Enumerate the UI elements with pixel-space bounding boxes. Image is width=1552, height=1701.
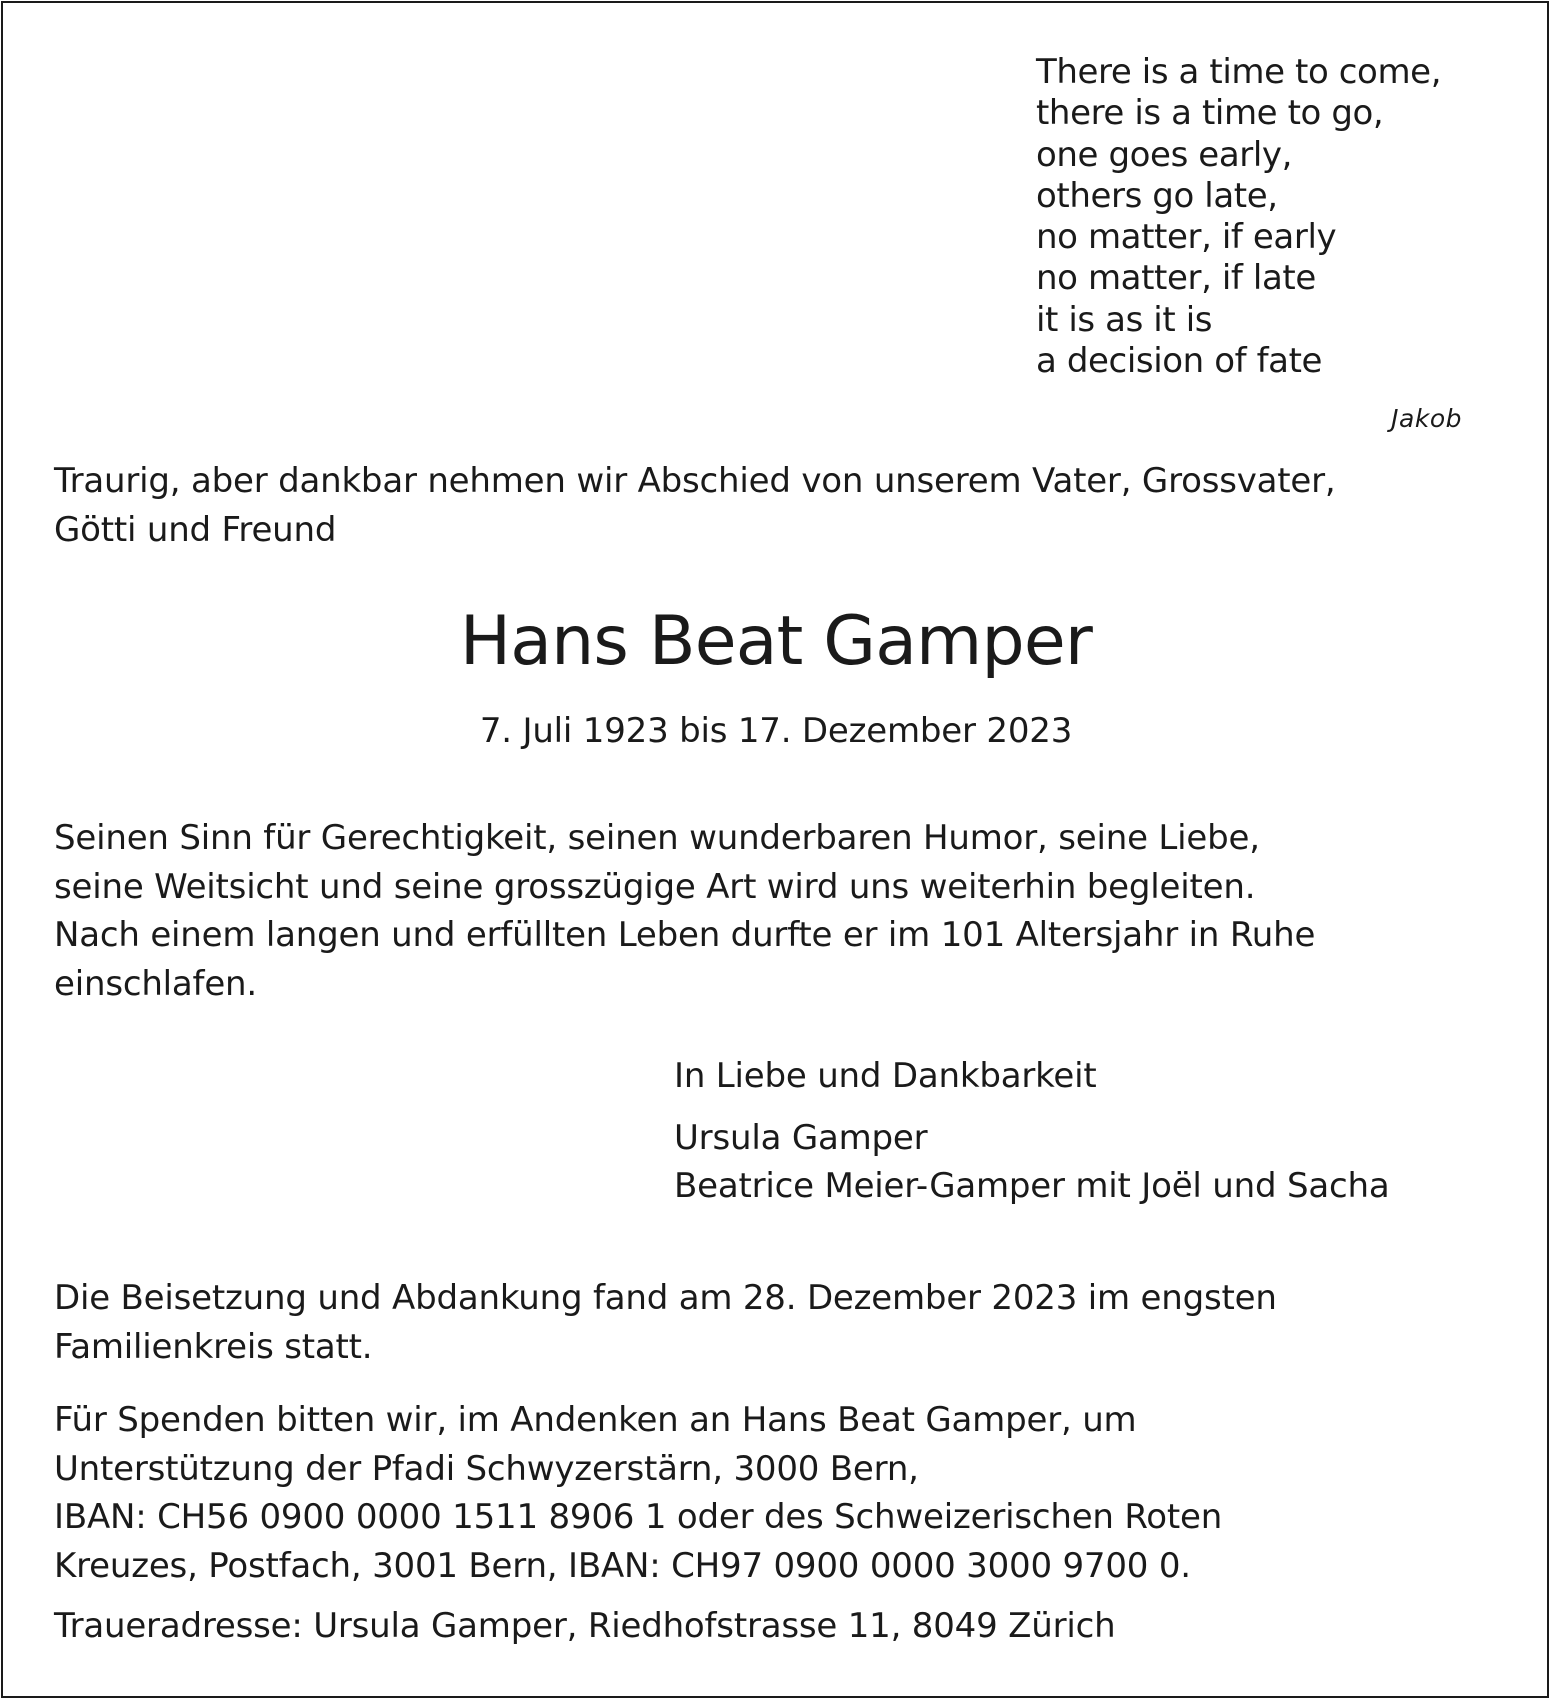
donation-line: Kreuzes, Postfach, 3001 Bern, IBAN: CH97 0900 0000 3000 9700 0. xyxy=(54,1545,1191,1586)
intro-paragraph xyxy=(54,457,1336,555)
intro-line: Götti und Freund xyxy=(54,510,337,550)
poem-line: a decision of fate xyxy=(1036,341,1323,382)
signature-name: Beatrice Meier-Gamper mit Joël und Sacha xyxy=(674,1166,1390,1206)
tribute-paragraph xyxy=(54,814,1315,1008)
tribute-line: seine Weitsicht und seine grosszügige Art wird uns weiterhin begleiten. xyxy=(54,866,1256,907)
intro-line: Traurig, aber dankbar nehmen wir Abschied von unserem Vater, Grossvater, xyxy=(54,461,1336,501)
life-dates: 7. Juli 1923 bis 17. Dezember 2023 xyxy=(479,711,1073,751)
tribute-line: Seinen Sinn für Gerechtigkeit, seinen wunderbaren Humor, seine Liebe, xyxy=(54,818,1260,858)
donation-line: IBAN: CH56 0900 0000 1511 8906 1 oder des Schweizerischen Roten xyxy=(54,1497,1223,1537)
tribute-line: einschlafen. xyxy=(54,963,257,1004)
funeral-line: Familienkreis statt. xyxy=(54,1326,373,1367)
donation-line: Unterstützung der Pfadi Schwyzerstärn, 3000 Bern, xyxy=(54,1448,919,1489)
poem-line: no matter, if late xyxy=(1036,258,1316,299)
tribute-line: Nach einem langen und erfüllten Leben durfte er im 101 Altersjahr in Ruhe xyxy=(54,915,1316,955)
deceased-name: Hans Beat Gamper xyxy=(459,602,1093,681)
poem xyxy=(1036,52,1441,382)
mourning-address: Traueradresse: Ursula Gamper, Riedhofstrasse 11, 8049 Zürich xyxy=(54,1606,1116,1646)
poem-line: no matter, if early xyxy=(1036,217,1337,258)
poem-line: There is a time to come, xyxy=(1036,52,1442,92)
donation-line: Für Spenden bitten wir, im Andenken an Hans Beat Gamper, um xyxy=(54,1400,1137,1440)
donation-paragraph xyxy=(54,1396,1222,1590)
poem-author: Jakob xyxy=(1391,404,1462,433)
funeral-paragraph xyxy=(54,1274,1277,1371)
poem-line: it is as it is xyxy=(1036,299,1213,340)
signature-title: In Liebe und Dankbarkeit xyxy=(674,1056,1097,1096)
signature-name: Ursula Gamper xyxy=(674,1118,928,1158)
poem-line: others go late, xyxy=(1036,175,1278,216)
funeral-line: Die Beisetzung und Abdankung fand am 28. Dezember 2023 im engsten xyxy=(54,1278,1277,1318)
poem-line: one goes early, xyxy=(1036,134,1293,175)
signature-names xyxy=(674,1114,1389,1210)
poem-line: there is a time to go, xyxy=(1036,93,1384,134)
